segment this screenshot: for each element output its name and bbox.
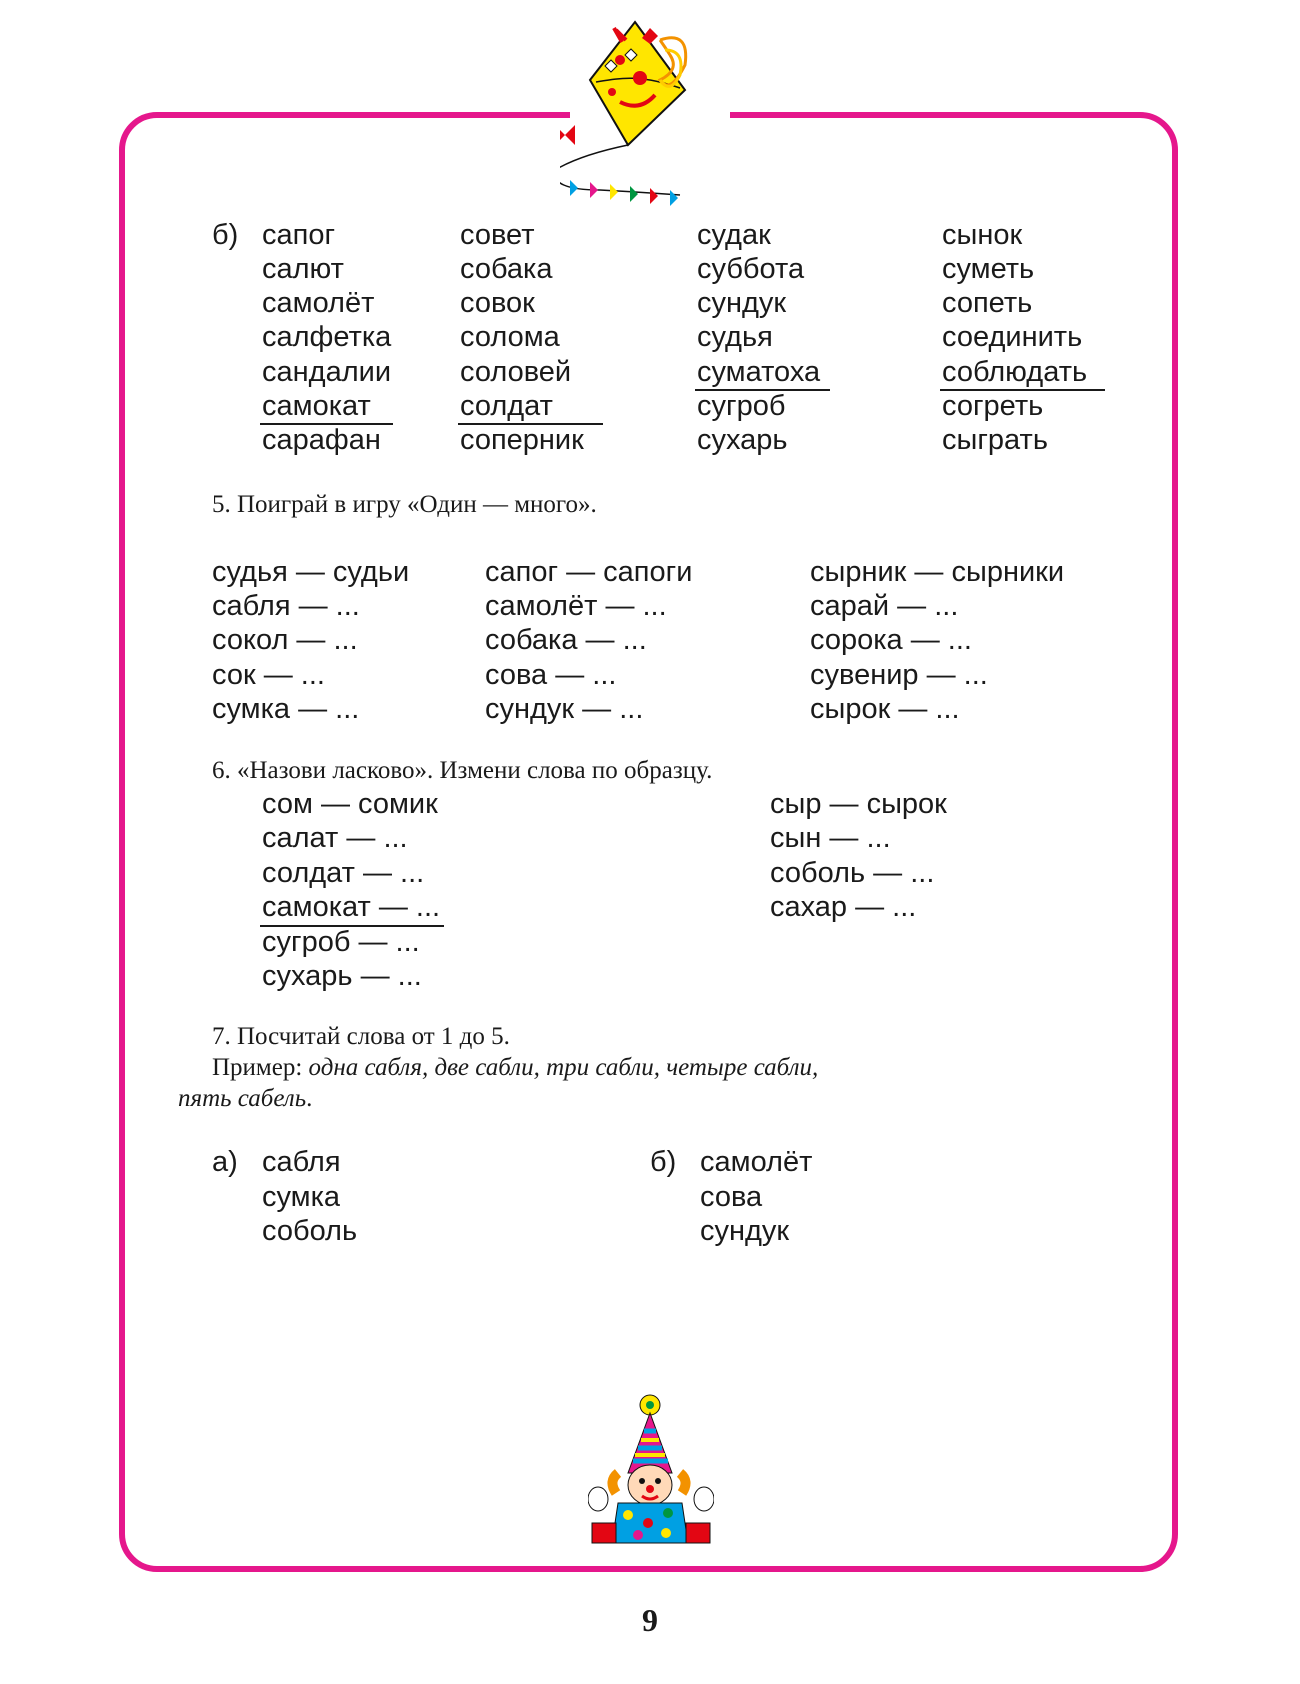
task5-item: сумка — ... (212, 693, 360, 725)
list-item: солдат (460, 390, 553, 422)
list-item: совок (460, 287, 535, 319)
task5-item: сырок — ... (810, 693, 960, 725)
task6-item: самокат — ... (262, 891, 441, 923)
list-item: салют (262, 253, 344, 285)
list-item: сапог (262, 219, 336, 251)
list-item: сынок (942, 219, 1023, 251)
clown-illustration (588, 1393, 714, 1553)
list-b-label: б) (212, 219, 239, 251)
task7-item: сундук (700, 1215, 790, 1247)
task5-item: сокол — ... (212, 624, 358, 656)
list-item: соблюдать (942, 356, 1088, 388)
task5-item: собака — ... (485, 624, 647, 656)
separator-line (458, 423, 603, 425)
task6-item: соболь — ... (770, 857, 935, 889)
task5-item: сундук — ... (485, 693, 644, 725)
task7-item: сумка (262, 1181, 341, 1213)
task7-item: сова (700, 1181, 763, 1213)
task5-item: сырник — сырники (810, 556, 1065, 588)
task6-item: сухарь — ... (262, 960, 422, 992)
list-item: сухарь (697, 424, 788, 456)
task7-example-cont: пять сабель. (178, 1085, 313, 1112)
kite-illustration (560, 20, 740, 210)
list-item: сыграть (942, 424, 1048, 456)
separator-line (260, 423, 393, 425)
list-item: соловей (460, 356, 572, 388)
list-item: судак (697, 219, 771, 251)
task7-a-label: а) (212, 1146, 238, 1178)
task5-item: сабля — ... (212, 590, 360, 622)
list-item: сандалии (262, 356, 392, 388)
task5-item: сувенир — ... (810, 659, 988, 691)
task7-item: самолёт (700, 1146, 813, 1178)
task6-title: 6. «Назови ласково». Измени слова по образцу. (212, 757, 713, 784)
task6-item: солдат — ... (262, 857, 425, 889)
list-item: сундук (697, 287, 787, 319)
task6-item: сын — ... (770, 822, 891, 854)
list-item: самолёт (262, 287, 375, 319)
task5-item: судья — судьи (212, 556, 410, 588)
task6-item: сыр — сырок (770, 788, 947, 820)
list-item: суметь (942, 253, 1035, 285)
task5-item: сарай — ... (810, 590, 959, 622)
list-item: соперник (460, 424, 584, 456)
task7-item: сабля (262, 1146, 341, 1178)
task5-item: сок — ... (212, 659, 325, 691)
task5-item: сапог — сапоги (485, 556, 693, 588)
list-item: сопеть (942, 287, 1033, 319)
list-item: собака (460, 253, 553, 285)
list-item: согреть (942, 390, 1044, 422)
list-item: сугроб (697, 390, 786, 422)
task7-item: соболь (262, 1215, 358, 1247)
list-item: совет (460, 219, 535, 251)
separator-line (260, 925, 444, 927)
task6-item: салат — ... (262, 822, 408, 854)
task7-b-label: б) (650, 1146, 677, 1178)
list-item: суматоха (697, 356, 821, 388)
list-item: суббота (697, 253, 805, 285)
task7-title: 7. Посчитай слова от 1 до 5. (212, 1023, 510, 1050)
list-item: судья (697, 321, 773, 353)
task5-item: самолёт — ... (485, 590, 667, 622)
task5-item: сорока — ... (810, 624, 972, 656)
task5-item: сова — ... (485, 659, 617, 691)
page-number: 9 (642, 1602, 658, 1638)
list-item: салфетка (262, 321, 392, 353)
task5-title: 5. Поиграй в игру «Один — много». (212, 491, 597, 518)
list-item: сарафан (262, 424, 381, 456)
task6-item: сугроб — ... (262, 926, 420, 958)
separator-line (695, 389, 830, 391)
task7-example: Пример: одна сабля, две сабли, три сабли, четыре сабли, (212, 1054, 819, 1081)
separator-line (940, 389, 1105, 391)
list-item: соединить (942, 321, 1083, 353)
list-item: солома (460, 321, 560, 353)
list-item: самокат (262, 390, 371, 422)
task6-item: сахар — ... (770, 891, 917, 923)
task6-item: сом — сомик (262, 788, 438, 820)
